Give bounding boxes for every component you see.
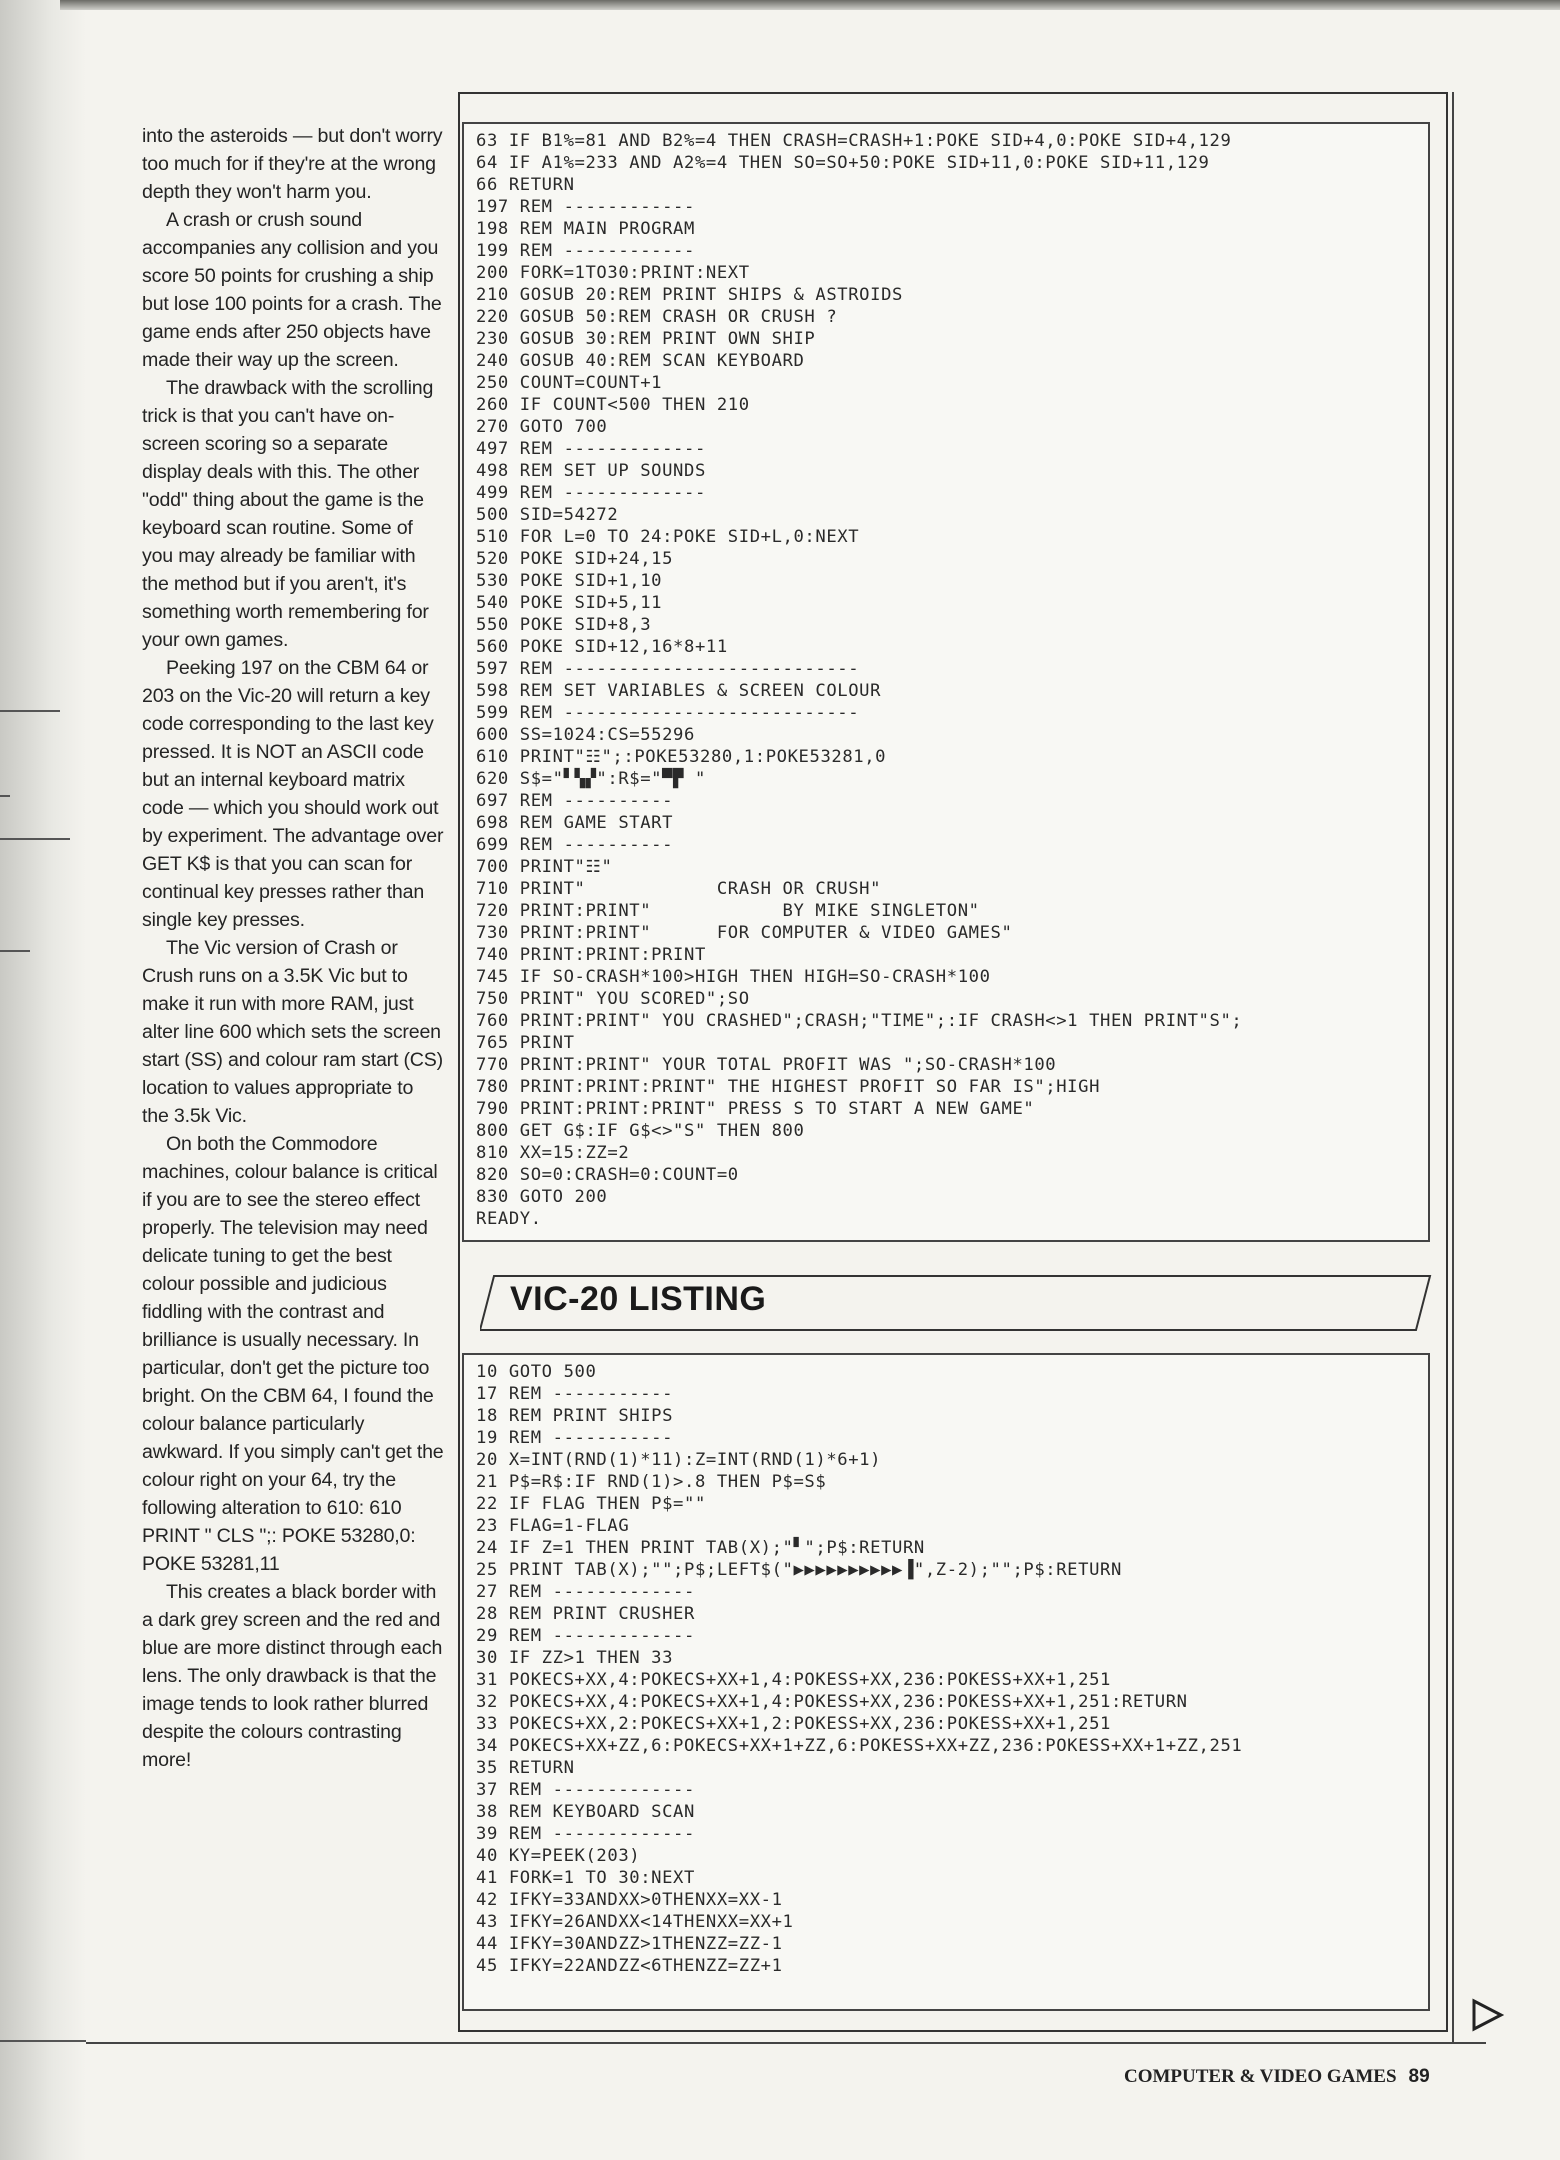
code-line: 10 GOTO 500 bbox=[476, 1362, 597, 1382]
code-line: 37 REM ------------- bbox=[476, 1780, 695, 1800]
vic-listing bbox=[462, 1353, 1430, 2011]
page-gutter bbox=[0, 0, 86, 2160]
gutter-mark bbox=[0, 950, 30, 952]
code-line: 497 REM ------------- bbox=[476, 439, 706, 459]
code-line: 24 IF Z=1 THEN PRINT TAB(X);"▘";P$:RETURN bbox=[476, 1538, 925, 1558]
article-paragraph: into the asteroids — but don't worry too much for if they're at the wrong depth they won't harm you. bbox=[142, 125, 443, 203]
code-line: 765 PRINT bbox=[476, 1033, 575, 1053]
code-line: 41 FORK=1 TO 30:NEXT bbox=[476, 1868, 695, 1888]
code-line: 520 POKE SID+24,15 bbox=[476, 549, 674, 569]
code-line: 27 REM ------------- bbox=[476, 1582, 695, 1602]
code-line: 40 KY=PEEK(203) bbox=[476, 1846, 641, 1866]
footer-rule bbox=[86, 2042, 1486, 2044]
code-line: 200 FORK=1TO30:PRINT:NEXT bbox=[476, 263, 750, 283]
article-paragraph: The Vic version of Crash or Crush runs on a 3.5K Vic but to make it run with more RAM, just alter line 600 which sets the screen start (SS) and colour ram start (CS) location to values appropriate to the 3.5k Vic. bbox=[142, 937, 443, 1127]
code-line: 45 IFKY=22ANDZZ<6THENZZ=ZZ+1 bbox=[476, 1956, 783, 1976]
code-line: 32 POKECS+XX,4:POKECS+XX+1,4:POKESS+XX,236:POKESS+XX+1,251:RETURN bbox=[476, 1692, 1188, 1712]
code-line: 500 SID=54272 bbox=[476, 505, 619, 525]
code-line: 260 IF COUNT<500 THEN 210 bbox=[476, 395, 750, 415]
code-line: 770 PRINT:PRINT" YOUR TOTAL PROFIT WAS ";SO-CRASH*100 bbox=[476, 1055, 1057, 1075]
code-line: 750 PRINT" YOU SCORED";SO bbox=[476, 989, 750, 1009]
code-line: 29 REM ------------- bbox=[476, 1626, 695, 1646]
code-line: 250 COUNT=COUNT+1 bbox=[476, 373, 663, 393]
margin-rule bbox=[0, 2040, 86, 2042]
code-line: 230 GOSUB 30:REM PRINT OWN SHIP bbox=[476, 329, 816, 349]
code-line: 21 P$=R$:IF RND(1)>.8 THEN P$=S$ bbox=[476, 1472, 827, 1492]
code-line: 699 REM ---------- bbox=[476, 835, 674, 855]
code-line: 43 IFKY=26ANDXX<14THENXX=XX+1 bbox=[476, 1912, 794, 1932]
code-line: 498 REM SET UP SOUNDS bbox=[476, 461, 706, 481]
code-line: 710 PRINT" CRASH OR CRUSH" bbox=[476, 879, 882, 899]
code-line: 610 PRINT"☷";:POKE53280,1:POKE53281,0 bbox=[476, 747, 887, 767]
code-line: 560 POKE SID+12,16*8+11 bbox=[476, 637, 728, 657]
code-line: 790 PRINT:PRINT:PRINT" PRESS S TO START A NEW GAME" bbox=[476, 1099, 1035, 1119]
code-line: 198 REM MAIN PROGRAM bbox=[476, 219, 695, 239]
article-paragraph: On both the Commodore machines, colour balance is critical if you are to see the stereo effect properly. The television may need delicate tuning to get the best colour possible and judicious fiddling with the contrast and brilliance is usually necessary. In particular, don't get the picture too bright. On the CBM 64, I found the colour balance particularly awkward. If you simply can't get the colour right on your 64, try the following alteration to 610: 610 PRINT " CLS ";: POKE 53280,0: POKE 53281,11 bbox=[142, 1133, 444, 1575]
code-line: 700 PRINT"☷" bbox=[476, 857, 613, 877]
code-line: 39 REM ------------- bbox=[476, 1824, 695, 1844]
code-line: 780 PRINT:PRINT:PRINT" THE HIGHEST PROFIT SO FAR IS";HIGH bbox=[476, 1077, 1101, 1097]
code-line: 25 PRINT TAB(X);"";P$;LEFT$("▶▶▶▶▶▶▶▶▶▶▐",Z-2);"";P$:RETURN bbox=[476, 1560, 1122, 1580]
code-line: 810 XX=15:ZZ=2 bbox=[476, 1143, 630, 1163]
code-line: 697 REM ---------- bbox=[476, 791, 674, 811]
code-line: 599 REM --------------------------- bbox=[476, 703, 860, 723]
code-line: 760 PRINT:PRINT" YOU CRASHED";CRASH;"TIME";:IF CRASH<>1 THEN PRINT"S"; bbox=[476, 1011, 1243, 1031]
code-line: 720 PRINT:PRINT" BY MIKE SINGLETON" bbox=[476, 901, 980, 921]
code-line: 598 REM SET VARIABLES & SCREEN COLOUR bbox=[476, 681, 882, 701]
code-line: 30 IF ZZ>1 THEN 33 bbox=[476, 1648, 674, 1668]
page-number: 89 bbox=[1408, 2066, 1430, 2087]
code-line: 730 PRINT:PRINT" FOR COMPUTER & VIDEO GAMES" bbox=[476, 923, 1013, 943]
code-line: 550 POKE SID+8,3 bbox=[476, 615, 652, 635]
article-paragraph: Peeking 197 on the CBM 64 or 203 on the Vic-20 will return a key code corresponding to the last key pressed. It is NOT an ASCII code but an internal keyboard matrix code — which you should work out by experiment. The advantage over GET K$ is that you can scan for continual key presses rather than single key presses. bbox=[142, 657, 444, 931]
code-line: 17 REM ----------- bbox=[476, 1384, 674, 1404]
c64-listing bbox=[462, 122, 1430, 1242]
code-line: 22 IF FLAG THEN P$="" bbox=[476, 1494, 706, 1514]
code-line: 540 POKE SID+5,11 bbox=[476, 593, 663, 613]
code-line: 210 GOSUB 20:REM PRINT SHIPS & ASTROIDS bbox=[476, 285, 903, 305]
magazine-name: COMPUTER & VIDEO GAMES bbox=[1124, 2066, 1397, 2087]
code-line: 64 IF A1%=233 AND A2%=4 THEN SO=SO+50:POKE SID+11,0:POKE SID+11,129 bbox=[476, 153, 1210, 173]
code-line: 20 X=INT(RND(1)*11):Z=INT(RND(1)*6+1) bbox=[476, 1450, 882, 1470]
article-text bbox=[142, 122, 444, 1774]
triangle-right-icon bbox=[1470, 1998, 1504, 2032]
code-line: 42 IFKY=33ANDXX>0THENXX=XX-1 bbox=[476, 1890, 783, 1910]
code-line: 530 POKE SID+1,10 bbox=[476, 571, 663, 591]
vic-listing-heading bbox=[480, 1274, 1432, 1332]
article-paragraph: A crash or crush sound accompanies any collision and you score 50 points for crushing a ship but lose 100 points for a crash. The game ends after 250 objects have made their way up the screen. bbox=[142, 209, 442, 371]
code-line: 19 REM ----------- bbox=[476, 1428, 674, 1448]
gutter-mark bbox=[0, 710, 60, 712]
code-line: 600 SS=1024:CS=55296 bbox=[476, 725, 695, 745]
code-line: 34 POKECS+XX+ZZ,6:POKECS+XX+1+ZZ,6:POKESS+XX+ZZ,236:POKESS+XX+1+ZZ,251 bbox=[476, 1736, 1243, 1756]
code-line: 698 REM GAME START bbox=[476, 813, 674, 833]
code-line: 270 GOTO 700 bbox=[476, 417, 608, 437]
gutter-mark bbox=[0, 838, 70, 840]
code-line: 66 RETURN bbox=[476, 175, 575, 195]
code-line: 44 IFKY=30ANDZZ>1THENZZ=ZZ-1 bbox=[476, 1934, 783, 1954]
code-line: 510 FOR L=0 TO 24:POKE SID+L,0:NEXT bbox=[476, 527, 860, 547]
code-line: 820 SO=0:CRASH=0:COUNT=0 bbox=[476, 1165, 739, 1185]
code-line: 28 REM PRINT CRUSHER bbox=[476, 1604, 695, 1624]
article-paragraph: The drawback with the scrolling trick is that you can't have on-screen scoring so a separate display deals with this. The other "odd" thing about the game is the keyboard scan routine. Some of you may already be familiar with the method but if you aren't, it's something worth remembering for your own games. bbox=[142, 377, 434, 651]
code-line: 23 FLAG=1-FLAG bbox=[476, 1516, 630, 1536]
page-edge bbox=[60, 0, 1560, 10]
page-footer bbox=[1124, 2066, 1430, 2088]
code-line: 499 REM ------------- bbox=[476, 483, 706, 503]
code-line: 597 REM --------------------------- bbox=[476, 659, 860, 679]
code-line: 33 POKECS+XX,2:POKECS+XX+1,2:POKESS+XX,236:POKESS+XX+1,251 bbox=[476, 1714, 1111, 1734]
code-line: 745 IF SO-CRASH*100>HIGH THEN HIGH=SO-CRASH*100 bbox=[476, 967, 991, 987]
code-line: 35 RETURN bbox=[476, 1758, 575, 1778]
code-line: 740 PRINT:PRINT:PRINT bbox=[476, 945, 706, 965]
code-line: 197 REM ------------ bbox=[476, 197, 695, 217]
code-line: 800 GET G$:IF G$<>"S" THEN 800 bbox=[476, 1121, 805, 1141]
code-line: 31 POKECS+XX,4:POKECS+XX+1,4:POKESS+XX,236:POKESS+XX+1,251 bbox=[476, 1670, 1111, 1690]
article-paragraph: This creates a black border with a dark grey screen and the red and blue are more distinct through each lens. The only drawback is that the image tends to look rather blurred despite the colours contrasting more! bbox=[142, 1581, 443, 1771]
code-line: 240 GOSUB 40:REM SCAN KEYBOARD bbox=[476, 351, 805, 371]
gutter-mark bbox=[0, 795, 10, 797]
code-line: 830 GOTO 200 bbox=[476, 1187, 608, 1207]
code-line: 620 S$="▘▚▞":R$="▀▛ " bbox=[476, 769, 706, 789]
code-line: 63 IF B1%=81 AND B2%=4 THEN CRASH=CRASH+1:POKE SID+4,0:POKE SID+4,129 bbox=[476, 131, 1232, 151]
code-line: 220 GOSUB 50:REM CRASH OR CRUSH ? bbox=[476, 307, 838, 327]
code-line: 18 REM PRINT SHIPS bbox=[476, 1406, 674, 1426]
frame-right-rule bbox=[1452, 92, 1454, 2042]
code-line: 199 REM ------------ bbox=[476, 241, 695, 261]
code-line: READY. bbox=[476, 1209, 542, 1229]
heading-title: VIC-20 LISTING bbox=[510, 1280, 767, 1318]
code-line: 38 REM KEYBOARD SCAN bbox=[476, 1802, 695, 1822]
